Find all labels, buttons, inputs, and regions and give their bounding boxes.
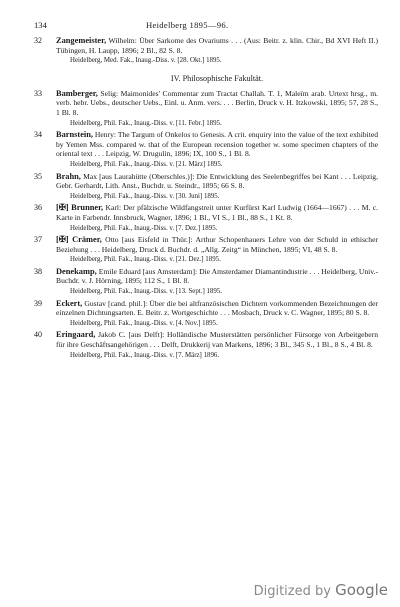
- entry-number: 36: [34, 203, 42, 213]
- dissertation-note: Heidelberg, Phil. Fak., Inaug.-Diss. v. [11. Febr.] 1895.: [70, 119, 222, 127]
- author-name: [✠] Brunner,: [56, 203, 104, 213]
- dissertation-note: Heidelberg, Phil. Fak., Inaug.-Diss. v. [7. Dez.] 1895.: [70, 224, 218, 232]
- dissertation-note: Heidelberg, Phil. Fak., Inaug.-Diss. v. [30. Juni] 1895.: [70, 192, 220, 200]
- entry-number: 37: [34, 235, 42, 245]
- author-name: Eckert,: [56, 298, 83, 308]
- bibliography-entry: [34, 171, 378, 202]
- bibliography-entry: [34, 130, 378, 169]
- author-name: Eringaard,: [56, 330, 96, 340]
- dissertation-note: Heidelberg, Phil. Fak., Inaug.-Diss. v. [13. Sept.] 1895.: [70, 288, 222, 296]
- entry-number: 39: [34, 298, 42, 308]
- entry-description: Emile Eduard [aus Amsterdam]: Die Amsterdamer Diamantindustrie . . . Heidelberg, Univ.-Buchdr. v. J. Hörning, 1895; 112 S., 1 Bl. 8.: [56, 266, 378, 286]
- dissertation-note: Heidelberg, Phil. Fak., Inaug.-Diss. v. [21. März] 1895.: [70, 160, 223, 168]
- entry-number: 38: [34, 266, 42, 276]
- bibliography-entry: [34, 266, 378, 297]
- author-name: Brahn,: [56, 171, 81, 181]
- bibliography-entry: [34, 298, 378, 329]
- entry-number: 32: [34, 36, 42, 45]
- section-heading: IV. Philosophische Fakultät.: [170, 73, 264, 83]
- entry-description: Selig: Maimonides' Commentar zum Tractat Challah. T. 1, Maleïm arab. Urtext hrsg., m. verb. hebr. Uebs., deutscher Uebs., Einl. u. Anm. vers. . . . Berlin, Druck v. H. Itzkowski, 1895; 57, 28 S., 1 Bl. 8.: [56, 88, 378, 117]
- bibliography-entry: [34, 330, 378, 360]
- google-logo: Google: [335, 581, 388, 599]
- entry-number: 34: [34, 130, 42, 140]
- page-number: 134: [34, 20, 47, 30]
- bibliography-entry: [34, 88, 378, 128]
- entry-description: Karl: Der pfälzische Wildfangstreit unter Kurfürst Karl Ludwig (1664—1667) . . . M. c. Karte in Farbendr. Innsbruck, Wagner, 1896; 1 Bl., VI S., 1 Bl., 88 S., 1 Kt. 8.: [56, 203, 378, 222]
- entries-list: [34, 88, 378, 360]
- bibliography-entry: [34, 36, 378, 66]
- entries-before-section: [34, 36, 378, 66]
- bibliography-entry: [34, 203, 378, 233]
- dissertation-note: Heidelberg, Med. Fak., Inaug.-Diss. v. [28. Okt.] 1895.: [70, 57, 222, 65]
- entry-description: Jakob C. [aus Delft]: Holländische Musterstätten persönlicher Fürsorge von Arbeitgebern für ihre Geschäftsangehörigen . . . Delft, Drukkerij van Markens, 1896; 3 Bl., 345 S., 1 Bl., 8 S., 4 Bl. 8.: [56, 330, 378, 350]
- entry-number: 40: [34, 330, 42, 340]
- author-name: Bamberger,: [56, 88, 98, 98]
- entry-number: 33: [34, 88, 42, 98]
- entry-description: Henry: The Targum of Onkelos to Genesis. A crit. enquiry into the value of the text exhibited by Yemen Mss. compared w. that of the European recension together w. some specimen chapters of the oriental text . . . Leipzig, W. Drugulin, 1896; IX, 100 S., 1 Bl. 8.: [56, 130, 378, 159]
- bibliography-entry: [34, 235, 378, 265]
- entry-description: Gustav [cand. phil.]: Über die bei altfranzösischen Dichtern vorkommenden Bezeichnungen der einzelnen Dichtungsarten. E. Beitr. z. Wortgeschichte . . . Mosbach, Druck v. C. Wagner, 1895; 80 S. 8.: [56, 298, 378, 318]
- entry-description: Wilhelm: Über Sarkome des Ovariums . . . (Aus: Beitr. z. klin. Chir., Bd XVI Heft II.) Tübingen, H. Laupp, 1896; 2 Bl., 82 S. 8.: [56, 36, 378, 55]
- author-name: Zangemeister,: [56, 36, 107, 45]
- dissertation-note: Heidelberg, Phil. Fak., Inaug.-Diss. v. [4. Nov.] 1895.: [70, 319, 218, 327]
- dissertation-note: Heidelberg, Phil. Fak., Inaug.-Diss. v. [7. März] 1896.: [70, 351, 220, 359]
- entry-description: Max [aus Laurahütte (Oberschles.)]: Die Entwicklung des Seelenbegriffes bei Kant . . . Leipzig, Gebr. Gerhardt, Lith. Anst., Buchdr. u. Steindr., 1895; 66 S. 8.: [56, 171, 378, 191]
- entry-number: 35: [34, 171, 42, 181]
- author-name: Denekamp,: [56, 266, 97, 276]
- entry-description: Otto [aus Eisfeld in Thür.]: Arthur Schopenhauers Lehre von der Schuld in ethischer Beziehung . . . Heidelberg, Druck d. Buchdr. d. „Allg. Zeitg“ in München, 1895; VI, 48 S. 8.: [56, 235, 378, 254]
- running-title: Heidelberg 1895—96.: [146, 20, 229, 30]
- author-name: [✠] Crämer,: [56, 235, 102, 245]
- author-name: Barnstein,: [56, 130, 93, 140]
- dissertation-note: Heidelberg, Phil. Fak., Inaug.-Diss. v. [21. Dez.] 1895.: [70, 256, 221, 264]
- google-watermark: [254, 581, 388, 599]
- running-head: [34, 20, 378, 34]
- watermark-prefix: Digitized by: [253, 584, 331, 599]
